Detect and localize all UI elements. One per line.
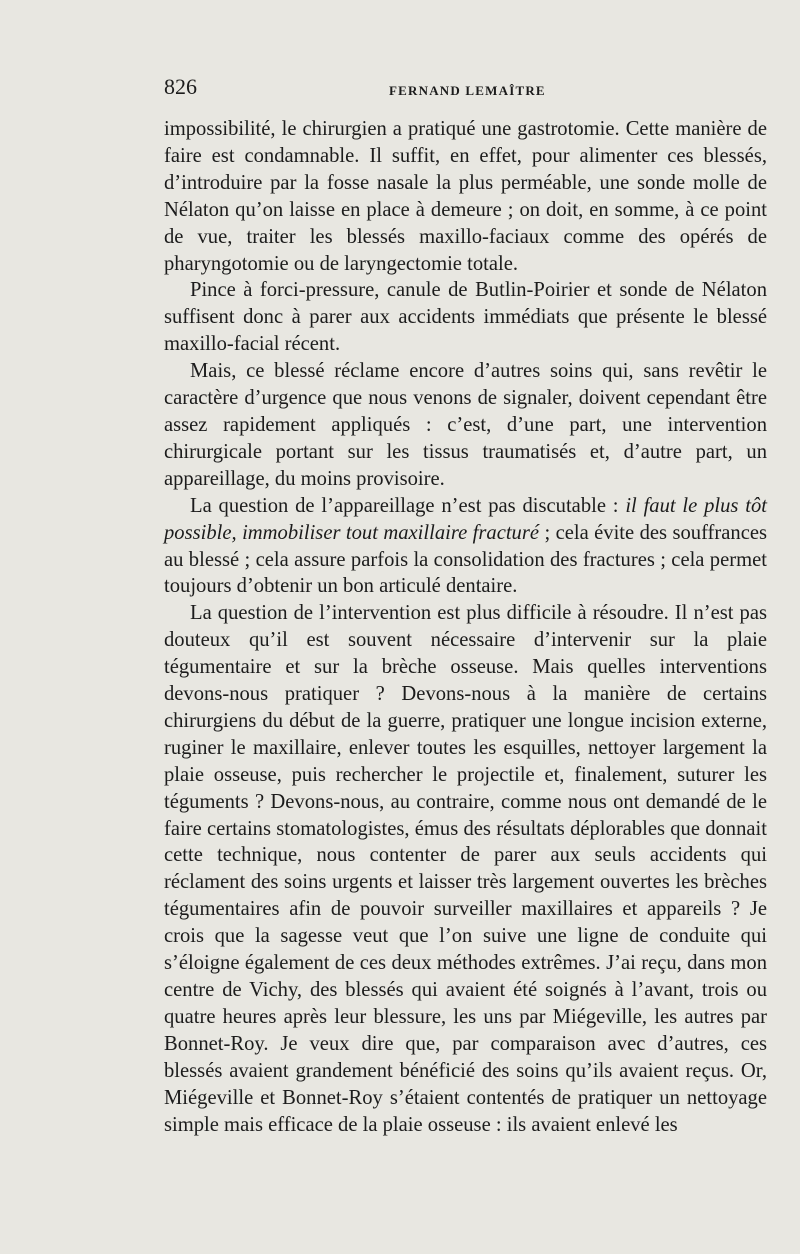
text-span: Mais, ce blessé réclame encore d’autres soins qui, sans revêtir le caractère d’urgence que nous venons de signaler, doivent cependant être assez rapidement appliqués : c’est, d’une part, une intervention chirurgicale portant sur les tissus traumatisés et, d’autre part, un appareillage, du moins provisoire. [164, 360, 767, 490]
paragraph [164, 277, 767, 358]
running-header-author: FERNAND LEMAÎTRE [389, 83, 546, 98]
paragraph [164, 358, 767, 493]
text-span: La question de l’appareillage n’est pas discutable : [190, 494, 626, 517]
paragraph [164, 116, 767, 277]
paragraph [164, 493, 767, 601]
text-span: Pince à forci-pressure, canule de Butlin-Poirier et sonde de Nélaton suffisent donc à parer aux accidents immédiats que présente le blessé maxillo-facial récent. [164, 279, 767, 356]
text-span: La question de l’intervention est plus difficile à résoudre. Il n’est pas douteux qu’il est souvent nécessaire d’intervenir sur la plaie tégumentaire et sur la brèche osseuse. Mais quelles interventions devons-nous pratiquer ? Devons-nous à la manière de certains chirurgiens du début de la guerre, pratiquer une longue incision externe, ruginer le maxillaire, enlever toutes les esquilles, nettoyer largement la plaie osseuse, puis rechercher le projectile et, finalement, suturer les téguments ? Devons-nous, au contraire, comme nous ont demandé de le faire certains stomatologistes, émus des résultats déplorables que donnait cette technique, nous contenter de parer aux seuls accidents qui réclament des soins urgents et laisser très largement ouvertes les brèches tégumentaires afin de pouvoir surveiller maxillaires et appareils ? Je crois que la sagesse veut que l’on suive une ligne de conduite qui s’éloigne également de ces deux méthodes extrêmes. J’ai reçu, dans mon centre de Vichy, des blessés qui avaient été soignés à l’avant, trois ou quatre heures après leur blessure, les uns par Miégeville, les autres par Bonnet-Roy. Je veux dire que, par comparaison avec d’autres, ces blessés avaient grandement bénéficié des soins qu’ils avaient reçus. Or, Miégeville et Bonnet-Roy s’étaient contentés de pratiquer un nettoyage simple mais efficace de la plaie osseuse : ils avaient enlevé les [164, 602, 767, 1136]
page-number: 826 [164, 74, 197, 99]
text-span: ; cela évite des souffrances au blessé ; cela assure parfois la consolidation des fractures ; cela permet toujours d’obtenir un bon articulé dentaire. [164, 521, 768, 598]
text-span: impossibilité, le chirurgien a pratiqué une gastrotomie. Cette manière de faire est condamnable. Il suffit, en effet, pour alimenter ces blessés, d’introduire par la fosse nasale la plus perméable, une sonde molle de Nélaton qu’on laisse en place à demeure ; on doit, en somme, à ce point de vue, traiter les blessés maxillo-faciaux comme des opérés de pharyngotomie ou de laryngectomie totale. [164, 118, 767, 275]
running-header [164, 74, 767, 110]
body-text [164, 116, 767, 1138]
paragraph [164, 600, 767, 1138]
italic-span: il faut le plus tôt possible, immobiliser tout maxillaire fracturé [164, 494, 767, 544]
